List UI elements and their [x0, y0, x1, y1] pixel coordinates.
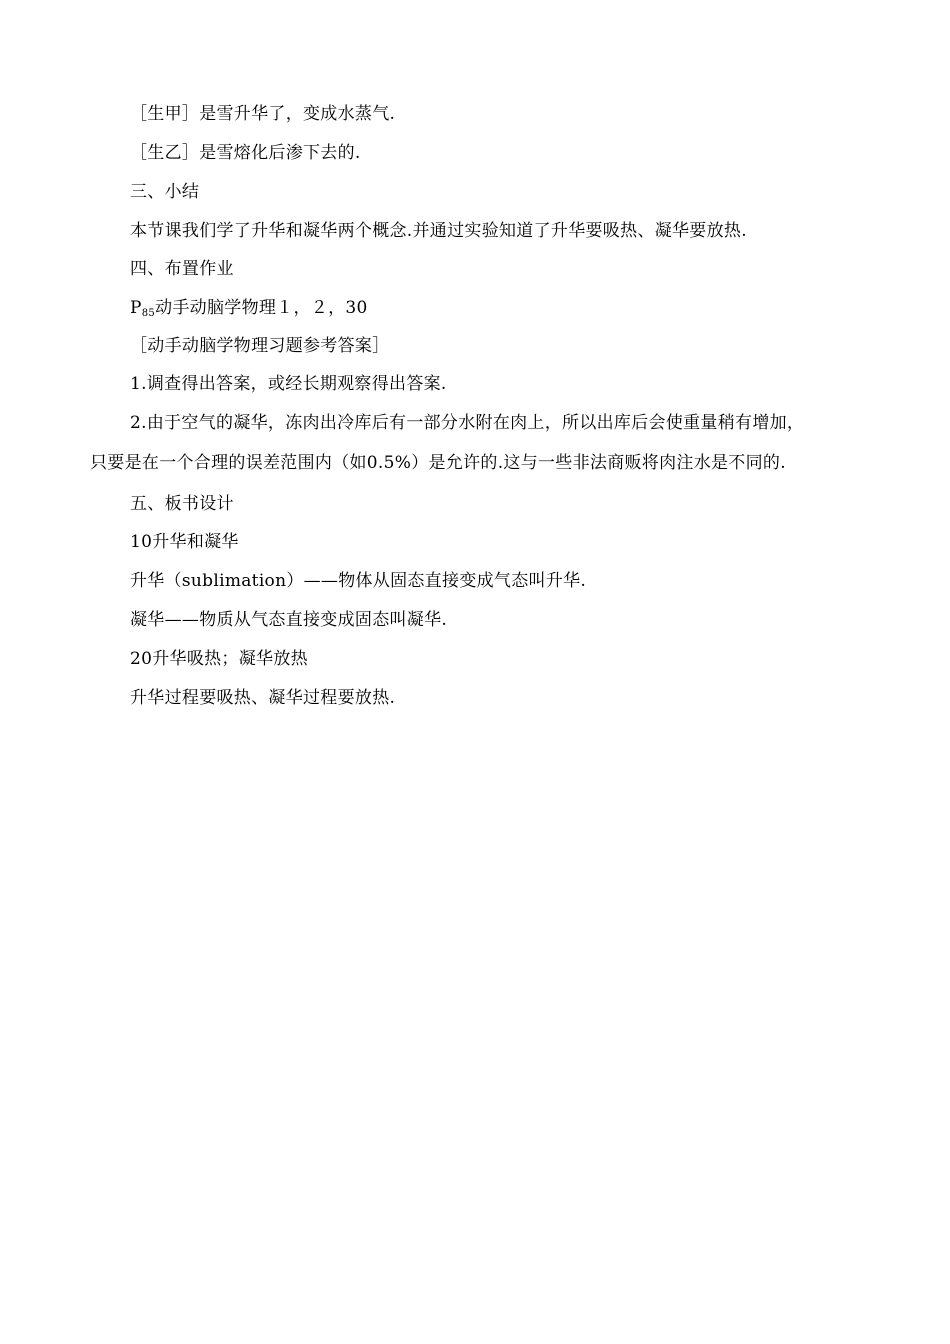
- page-ref-number: 85: [141, 308, 156, 319]
- section-heading-board-design: 五、板书设计: [130, 494, 234, 514]
- dialog-line-student-a: ［生甲］是雪升华了，变成水蒸气.: [130, 104, 396, 124]
- section-heading-summary: 三、小结: [130, 182, 200, 202]
- answer-1: 1.调查得出答案，或经长期观察得出答案.: [130, 374, 447, 394]
- answer-2-part-1: 2.由于空气的凝华，冻肉出冷库后有一部分水附在肉上，所以出库后会使重量稍有增加，: [130, 413, 805, 433]
- answer-2-part-2: 只要是在一个合理的误差范围内（如0.5%）是允许的.这与一些非法商贩将肉注水是不同的.: [90, 453, 786, 473]
- board-title: 10升华和凝华: [130, 532, 239, 552]
- dialog-line-student-b: ［生乙］是雪熔化后渗下去的.: [130, 143, 361, 163]
- definition-deposition: 凝华——物质从气态直接变成固态叫凝华.: [130, 610, 448, 630]
- answers-heading: ［动手动脑学物理习题参考答案］: [130, 336, 390, 356]
- homework-assignment: [130, 297, 368, 325]
- homework-text: 动手动脑学物理１，２，30: [155, 298, 368, 318]
- summary-text: 本节课我们学了升华和凝华两个概念.并通过实验知道了升华要吸热、凝华要放热.: [130, 221, 747, 241]
- page-ref-letter: P: [130, 298, 142, 318]
- conclusion-text: 升华过程要吸热、凝华过程要放热.: [130, 688, 396, 708]
- definition-sublimation: 升华（sublimation）——物体从固态直接变成气态叫升华.: [130, 571, 587, 591]
- board-subtitle: 20升华吸热；凝华放热: [130, 649, 308, 669]
- section-heading-homework: 四、布置作业: [130, 259, 234, 279]
